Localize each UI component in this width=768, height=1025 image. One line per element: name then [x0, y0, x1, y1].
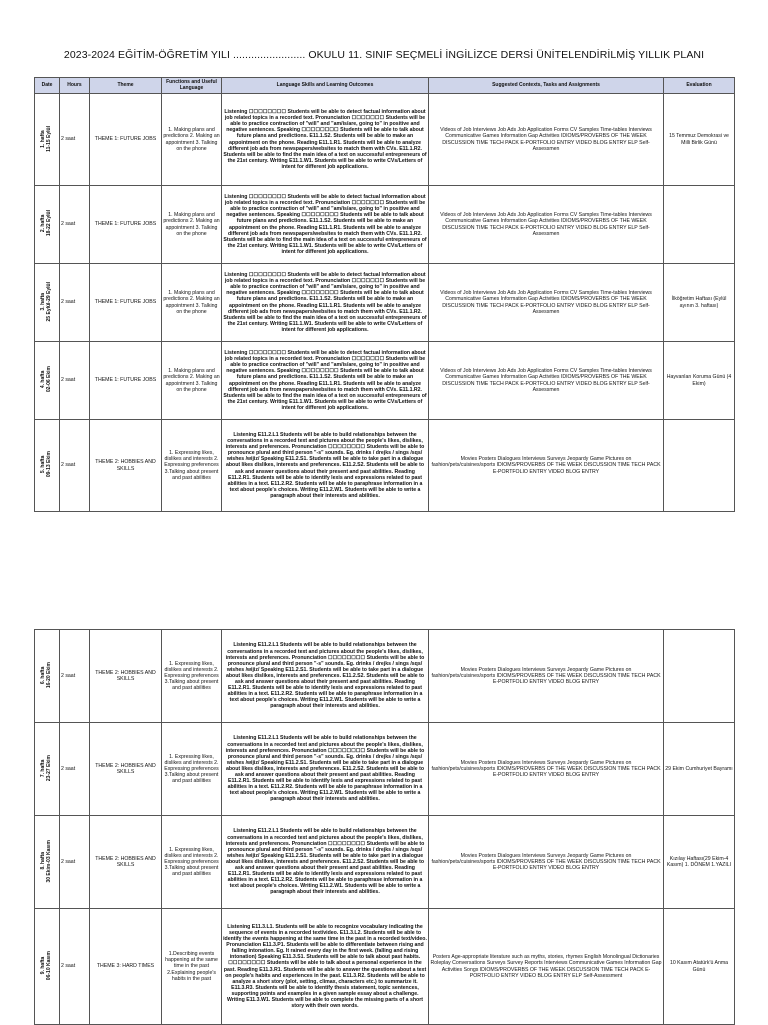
week-tasks: Videos of Job Interviews Job Ads Job Application Forms CV Samples Time-tables Interviews Communicative Games Information Gap Activities IDIOMS/PROVERBS OF THE WEEK DISCUSSION TIME TECH PACK E-PORTFOLIO ENTRY VIDEO BLOG ENTRY ELP Self-Assessmen — [429, 94, 664, 186]
week-theme: THEME 2: HOBBIES AND SKILLS — [90, 816, 162, 909]
week-theme: THEME 2: HOBBIES AND SKILLS — [90, 420, 162, 512]
header-row — [35, 78, 735, 94]
week-evaluation — [664, 630, 735, 723]
header-skills: Language Skills and Learning Outcomes — [222, 78, 429, 94]
week-functions: 1. Making plans and predictions 2. Making an appointment 3. Talking on the phone — [162, 264, 222, 342]
table-row — [35, 94, 735, 186]
table-row — [35, 909, 735, 1025]
week-tasks: Movies Posters Dialogues Interviews Surveys Jeopardy Game Pictures on fashion/pets/cuisines/sports IDIOMS/PROVERBS OF THE WEEK DISCUSSION TIME TECH PACK E-PORTFOLIO ENTRY VIDEO BLOG ENTRY — [429, 630, 664, 723]
week-theme: THEME 3: HARD TIMES — [90, 909, 162, 1025]
week-theme: THEME 1: FUTURE JOBS — [90, 94, 162, 186]
week-functions: 1. Expressing likes, dislikes and interests 2. Expressing preferences 3.Talking about present and past abilities — [162, 816, 222, 909]
week-evaluation: İlköğretim Haftası (Eylül ayının 3. haftası) — [664, 264, 735, 342]
week-hours: 2 saat — [60, 342, 90, 420]
week-skills: Listening ☐☐☐☐☐☐☐☐ Students will be able to detect factual information about job related topics in a recorded text. Pronunciation ☐☐☐☐☐☐☐ Students will be able to practice contraction of "will" and "am/is/are, going to" in positive and negative sentences. Speaking ☐☐☐☐☐☐☐☐ Students will be able to talk about future plans and predictions. E11.1.S2. Students will be able to make an appointment on the phone. Reading E11.1.R1. Students will be able to analyze different job ads from newspapers/websites to match them with CVs. E11.1.R2. Students will be able to find the main idea of a text on successful entrepreneurs of the 21st century. Writing E11.1.W1. Students will be able to write CVs/Letters of intent for different job applications. — [222, 264, 429, 342]
week-tasks: Posters Age-appropriate literature such as myths, stories, rhymes English Monolingual Dictionaries Roleplay Conversations Surveys Survey Reports Interviews Communicative Games Information Gap Activities Songs IDIOMS/PROVERBS OF THE WEEK DISCUSSION TIME TECH PACK E-PORTFOLIO ENTRY VIDEO BLOG ENTRY ELP Self-Assessment — [429, 909, 664, 1025]
week-evaluation: 29 Ekim Cumhuriyet Bayramı — [664, 723, 735, 816]
header-date: Date — [35, 78, 60, 94]
week-hours: 2 saat — [60, 264, 90, 342]
week-skills: Listening ☐☐☐☐☐☐☐☐ Students will be able to detect factual information about job related topics in a recorded text. Pronunciation ☐☐☐☐☐☐☐ Students will be able to practice contraction of "will" and "am/is/are, going to" in positive and negative sentences. Speaking ☐☐☐☐☐☐☐☐ Students will be able to talk about future plans and predictions. E11.1.S2. Students will be able to make an appointment on the phone. Reading E11.1.R1. Students will be able to analyze different job ads from newspapers/websites to match them with CVs. E11.1.R2. Students will be able to find the main idea of a text on successful entrepreneurs of the 21st century. Writing E11.1.W1. Students will be able to write CVs/Letters of intent for different job applications. — [222, 342, 429, 420]
table-row — [35, 342, 735, 420]
week-theme: THEME 1: FUTURE JOBS — [90, 186, 162, 264]
week-date: 1. hafta 11-15 Eylül — [35, 94, 60, 186]
week-functions: 1. Expressing likes, dislikes and interests 2. Expressing preferences 3.Talking about present and past abilities — [162, 630, 222, 723]
week-skills: Listening E11.2.L1 Students will be able to build relationships between the conversations in a recorded text and pictures about the people's likes, dislikes, interests and preferences. Pronunciation ☐☐☐☐☐☐☐☐ Students will be able to pronounce plural and third person "-s" sounds. Eg. drinks / drejks / sings /sqs/ wishes /wijiz/ Speaking E11.2.S1. Students will be able to take part in a dialogue about likes dislikes, interests and preferences. E11.2.S2. Students will be able to ask and answer questions about their present and past abilities. Reading E11.2.R1. Students will be able to identify lexis and expressions related to past abilities in a text. E11.2.R2. Students will be able to paraphrase information in a text about people's choices. Writing E11.2.W1. Students will be able to write a paragraph about their interests and abilities. — [222, 723, 429, 816]
week-functions: 1. Expressing likes, dislikes and interests 2. Expressing preferences 3.Talking about present and past abilities — [162, 420, 222, 512]
week-hours: 2 saat — [60, 909, 90, 1025]
table-row — [35, 420, 735, 512]
week-date: 6. hafta 16-20 Ekim — [35, 630, 60, 723]
table-row — [35, 630, 735, 723]
week-functions: 1. Making plans and predictions 2. Making an appointment 3. Talking on the phone — [162, 94, 222, 186]
header-evaluation: Evaluation — [664, 78, 735, 94]
week-hours: 2 saat — [60, 723, 90, 816]
week-theme: THEME 1: FUTURE JOBS — [90, 342, 162, 420]
week-tasks: Videos of Job Interviews Job Ads Job Application Forms CV Samples Time-tables Interviews Communicative Games Information Gap Activities IDIOMS/PROVERBS OF THE WEEK DISCUSSION TIME TECH PACK E-PORTFOLIO ENTRY VIDEO BLOG ENTRY ELP Self-Assessmen — [429, 264, 664, 342]
week-skills: Listening ☐☐☐☐☐☐☐☐ Students will be able to detect factual information about job related topics in a recorded text. Pronunciation ☐☐☐☐☐☐☐ Students will be able to practice contraction of "will" and "am/is/are, going to" in positive and negative sentences. Speaking ☐☐☐☐☐☐☐☐ Students will be able to talk about future plans and predictions. E11.1.S2. Students will be able to make an appointment on the phone. Reading E11.1.R1. Students will be able to analyze different job ads from newspapers/websites to match them with CVs. E11.1.R2. Students will be able to find the main idea of a text on successful entrepreneurs of the 21st century. Writing E11.1.W1. Students will be able to write CVs/Letters of intent for different job applications. — [222, 94, 429, 186]
week-skills: Listening ☐☐☐☐☐☐☐☐ Students will be able to detect factual information about job related topics in a recorded text. Pronunciation ☐☐☐☐☐☐☐ Students will be able to practice contraction of "will" and "am/is/are, going to" in positive and negative sentences. Speaking ☐☐☐☐☐☐☐☐ Students will be able to talk about future plans and predictions. E11.1.S2. Students will be able to make an appointment on the phone. Reading E11.1.R1. Students will be able to analyze different job ads from newspapers/websites to match them with CVs. E11.1.R2. Students will be able to find the main idea of a text on successful entrepreneurs of the 21st century. Writing E11.1.W1. Students will be able to write CVs/Letters of intent for different job applications. — [222, 186, 429, 264]
week-tasks: Movies Posters Dialogues Interviews Surveys Jeopardy Game Pictures on fashion/pets/cuisines/sports IDIOMS/PROVERBS OF THE WEEK DISCUSSION TIME TECH PACK E-PORTFOLIO ENTRY VIDEO BLOG ENTRY — [429, 723, 664, 816]
week-functions: 1. Making plans and predictions 2. Making an appointment 3. Talking on the phone — [162, 186, 222, 264]
week-theme: THEME 1: FUTURE JOBS — [90, 264, 162, 342]
week-evaluation: Hayvanları Koruma Günü (4 Ekim) — [664, 342, 735, 420]
week-skills: Listening E11.2.L1 Students will be able to build relationships between the conversations in a recorded text and pictures about the people's likes, dislikes, interests and preferences. Pronunciation ☐☐☐☐☐☐☐☐ Students will be able to pronounce plural and third person "-s" sounds. Eg. drinks / drejks / sings /sqs/ wishes /wijiz/ Speaking E11.2.S1. Students will be able to take part in a dialogue about likes dislikes, interests and preferences. E11.2.S2. Students will be able to ask and answer questions about their present and past abilities. Reading E11.2.R1. Students will be able to identify lexis and expressions related to past abilities in a text. E11.2.R2. Students will be able to paraphrase information in a text about people's choices. Writing E11.2.W1. Students will be able to write a paragraph about their interests and abilities. — [222, 630, 429, 723]
header-functions: Functions and Useful Language — [162, 78, 222, 94]
week-tasks: Videos of Job Interviews Job Ads Job Application Forms CV Samples Time-tables Interviews Communicative Games Information Gap Activities IDIOMS/PROVERBS OF THE WEEK DISCUSSION TIME TECH PACK E-PORTFOLIO ENTRY VIDEO BLOG ENTRY ELP Self-Assessmen — [429, 186, 664, 264]
week-hours: 2 saat — [60, 420, 90, 512]
page-title: 2023-2024 EĞİTİM-ÖĞRETİM YILI ........................ OKULU 11. SINIF SEÇMELİ İNGİLİZCE DERSİ ÜNİTELENDİRİLMİŞ YILLIK PLANI — [63, 49, 705, 61]
header-tasks: Suggested Contexts, Tasks and Assignments — [429, 78, 664, 94]
table-row — [35, 816, 735, 909]
week-skills: Listening E11.3.L1. Students will be able to recognize vocabulary indicating the sequence of events in a recorded text/video. E11.3.L2. Students will be able to identify the events happening at the same time in the past in a recorded text/video. Pronunciation E11.3.P1. Students will be able to differentiate between rising and falling intonation. Eg. It rained every day in the first week. (falling and rising intonation) Speaking E11.3.S1. Students will be able to talk about past habits. ☐☐☐☐☐☐☐☐ Students will be able to talk about a personal experience in the past. Reading E11.3.R1. Students will be able to answer the questions about a text on people's habits and experiences in the past. E11.3.R2. Students will be able to analyze a short story (plot, setting, climax, characters etc.) to summarize it. E11.3.R3. Students will be able to identify thesis statement, topic sentences, supporting points and examples in a given sample essay about a challenge. Writing E11.3.W1. Students will be able to complete the missing parts of a short story with their own words. — [222, 909, 429, 1025]
table-row — [35, 264, 735, 342]
yearly-plan-table — [34, 77, 735, 512]
week-tasks: Videos of Job Interviews Job Ads Job Application Forms CV Samples Time-tables Interviews Communicative Games Information Gap Activities IDIOMS/PROVERBS OF THE WEEK DISCUSSION TIME TECH PACK E-PORTFOLIO ENTRY VIDEO BLOG ENTRY ELP Self-Assessmen — [429, 342, 664, 420]
week-hours: 2 saat — [60, 94, 90, 186]
week-hours: 2 saat — [60, 186, 90, 264]
yearly-plan-table-continued — [34, 629, 735, 1025]
week-date: 9. hafta 06-10 Kasım — [35, 909, 60, 1025]
week-theme: THEME 2: HOBBIES AND SKILLS — [90, 723, 162, 816]
week-functions: 1. Expressing likes, dislikes and interests 2. Expressing preferences 3.Talking about present and past abilities — [162, 723, 222, 816]
week-theme: THEME 2: HOBBIES AND SKILLS — [90, 630, 162, 723]
week-evaluation: 15 Temmuz Demokrasi ve Milli Birlik Günü — [664, 94, 735, 186]
table-row — [35, 186, 735, 264]
week-hours: 2 saat — [60, 816, 90, 909]
week-date: 3. hafta 25 Eylül-29 Eylül — [35, 264, 60, 342]
week-functions: 1.Describing events happening at the same time in the past 2.Explaining people's habits in the past — [162, 909, 222, 1025]
week-date: 8. hafta 30 Ekim-03 Kasım — [35, 816, 60, 909]
week-skills: Listening E11.2.L1 Students will be able to build relationships between the conversations in a recorded text and pictures about the people's likes, dislikes, interests and preferences. Pronunciation ☐☐☐☐☐☐☐☐ Students will be able to pronounce plural and third person "-s" sounds. Eg. drinks / drejks / sings /sqs/ wishes /wijiz/ Speaking E11.2.S1. Students will be able to take part in a dialogue about likes dislikes, interests and preferences. E11.2.S2. Students will be able to ask and answer questions about their present and past abilities. Reading E11.2.R1. Students will be able to identify lexis and expressions related to past abilities in a text. E11.2.R2. Students will be able to paraphrase information in a text about people's choices. Writing E11.2.W1. Students will be able to write a paragraph about their interests and abilities. — [222, 816, 429, 909]
week-evaluation — [664, 186, 735, 264]
table-row — [35, 723, 735, 816]
week-functions: 1. Making plans and predictions 2. Making an appointment 3. Talking on the phone — [162, 342, 222, 420]
header-theme: Theme — [90, 78, 162, 94]
week-date: 5. hafta 09-13 Ekim — [35, 420, 60, 512]
week-evaluation: Kızılay Haftası(29 Ekim-4 Kasım) 1. DÖNEM 1.YAZILI — [664, 816, 735, 909]
week-date: 2. hafta 18-22 Eylül — [35, 186, 60, 264]
week-date: 4. hafta 02-06 Ekim — [35, 342, 60, 420]
week-evaluation — [664, 420, 735, 512]
week-hours: 2 saat — [60, 630, 90, 723]
week-tasks: Movies Posters Dialogues Interviews Surveys Jeopardy Game Pictures on fashion/pets/cuisines/sports IDIOMS/PROVERBS OF THE WEEK DISCUSSION TIME TECH PACK E-PORTFOLIO ENTRY VIDEO BLOG ENTRY — [429, 816, 664, 909]
week-date: 7. hafta 23-27 Ekim — [35, 723, 60, 816]
week-evaluation: 10 Kasım Atatürk'ü Anma Günü — [664, 909, 735, 1025]
header-hours: Hours — [60, 78, 90, 94]
week-skills: Listening E11.2.L1 Students will be able to build relationships between the conversations in a recorded text and pictures about the people's likes, dislikes, interests and preferences. Pronunciation ☐☐☐☐☐☐☐☐ Students will be able to pronounce plural and third person "-s" sounds. Eg. drinks / drejks / sings /sqs/ wishes /wijiz/ Speaking E11.2.S1. Students will be able to take part in a dialogue about likes dislikes, interests and preferences. E11.2.S2. Students will be able to ask and answer questions about their present and past abilities. Reading E11.2.R1. Students will be able to identify lexis and expressions related to past abilities in a text. E11.2.R2. Students will be able to paraphrase information in a text about people's choices. Writing E11.2.W1. Students will be able to write a paragraph about their interests and abilities. — [222, 420, 429, 512]
week-tasks: Movies Posters Dialogues Interviews Surveys Jeopardy Game Pictures on fashion/pets/cuisines/sports IDIOMS/PROVERBS OF THE WEEK DISCUSSION TIME TECH PACK E-PORTFOLIO ENTRY VIDEO BLOG ENTRY — [429, 420, 664, 512]
